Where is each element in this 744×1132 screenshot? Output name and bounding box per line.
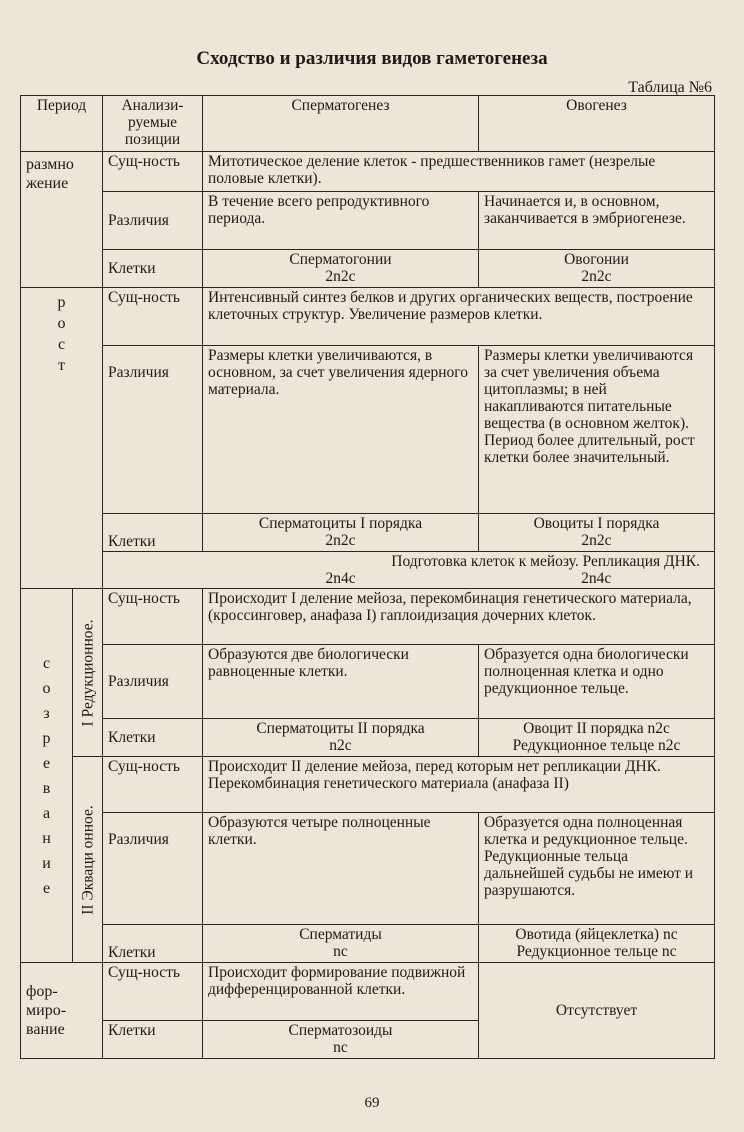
header-positions: Анализи-руемые позиции [103, 96, 203, 152]
cell-name: Редукционное тельце n2c [512, 737, 681, 754]
prep-cell [103, 552, 715, 589]
period-reproduction: размно жение [21, 152, 103, 288]
prep-oo-formula: 2n4c [581, 570, 612, 587]
header-spermatogenesis: Сперматогенез [203, 96, 479, 152]
cell-name: Сперматозоиды [288, 1022, 393, 1039]
period-growth [21, 288, 103, 589]
cell-formula: 2n2c [325, 532, 356, 549]
cell-formula: n2c [329, 737, 352, 754]
cells-oo [479, 925, 715, 963]
table-label: Таблица №6 [628, 79, 712, 96]
position-label: Различия [103, 346, 203, 514]
header-row [21, 96, 715, 152]
cell-name: Сперматогонии [289, 251, 392, 268]
reduction-cells-row [21, 719, 715, 757]
cell-formula: 2n2c [581, 268, 612, 285]
position-label: Клетки [103, 250, 203, 288]
prep-formulas [103, 570, 714, 587]
cell-name: Овоциты I порядка [533, 515, 660, 532]
formation-essence-row [21, 963, 715, 1021]
position-label: Клетки [103, 1021, 203, 1059]
cells-sperm [203, 1021, 479, 1059]
period-letter: н [42, 829, 51, 847]
position-label: Различия [103, 813, 203, 925]
equation-division-cell [73, 757, 103, 963]
prep-text-span: Подготовка клеток к мейозу. Репликация ДНК. [391, 553, 700, 570]
cell-formula: 2n2c [581, 532, 612, 549]
diff-sperm-text: Размеры клетки увеличиваются, в основном, за счет увеличения ядерного материала. [203, 346, 479, 514]
cells-oo [479, 250, 715, 288]
period-letter: е [42, 754, 51, 772]
cells-oo [479, 719, 715, 757]
page-title: Сходство и различия видов гаметогенеза [196, 48, 548, 69]
position-label: Клетки [103, 925, 203, 963]
position-label: Сущ-ность [103, 288, 203, 346]
cell-formula: 2n2c [325, 268, 356, 285]
position-label: Клетки [103, 719, 203, 757]
equation-cells-row [21, 925, 715, 963]
equation-essence-row [21, 757, 715, 813]
reduction-division-label: I Редукционное. [79, 619, 96, 726]
period-letter: з [43, 704, 50, 722]
essence-text: Митотическое деление клеток - предшественников гамет (незрелые половые клетки). [203, 152, 715, 192]
period-letter: в [42, 779, 51, 797]
growth-essence-row [21, 288, 715, 346]
prep-sperm-formula: 2n4c [325, 570, 356, 587]
cell-name: Овоцит II порядка n2c [523, 720, 670, 737]
position-label: Сущ-ность [103, 152, 203, 192]
cell-name: Редукционное тельце nc [516, 943, 677, 960]
cell-name: Овотида (яйцеклетка) nc [515, 926, 678, 943]
period-letter: т [58, 357, 65, 374]
gametogenesis-table [20, 95, 715, 1059]
period-letter: о [57, 315, 66, 332]
essence-text: Интенсивный синтез белков и других органических веществ, построение клеточных структур. Увеличение размеров клетки. [203, 288, 715, 346]
period-letter: с [57, 336, 66, 353]
essence-text: Происходит формирование подвижной дифференцированной клетки. [203, 963, 479, 1021]
essence-text: Происходит II деление мейоза, перед которым нет репликации ДНК. Перекомбинация генетического материала (анафаза II) [203, 757, 715, 813]
cell-formula: nc [333, 943, 348, 960]
diff-oo-text: Размеры клетки увеличиваются за счет увеличения объема цитоплазмы; в ней накапливаются питательные вещества (в основном желток). Период более длительный, рост клетки более значительный. [479, 346, 715, 514]
growth-cells-row [21, 514, 715, 552]
period-maturation [21, 589, 73, 963]
diff-sperm-text: В течение всего репродуктивного периода. [203, 192, 479, 250]
period-letter: е [42, 879, 51, 897]
period-letter: р [42, 729, 51, 747]
cell-formula: nc [333, 1039, 348, 1056]
diff-oo-text: Образуется одна полноценная клетка и редукционное тельце. Редукционные тельца дальнейшей судьбы не имеют и разрушаются. [479, 813, 715, 925]
page-number: 69 [364, 1095, 380, 1111]
period-letter: о [42, 679, 51, 697]
period-letter: а [42, 804, 51, 822]
diff-sperm-text: Образуются четыре полноценные клетки. [203, 813, 479, 925]
position-label: Клетки [103, 514, 203, 552]
growth-prep-row [21, 552, 715, 589]
period-letter: р [57, 294, 66, 311]
header-period: Период [21, 96, 103, 152]
reproduction-essence-row [21, 152, 715, 192]
growth-diff-row [21, 346, 715, 514]
header-oogenesis: Овогенез [479, 96, 715, 152]
position-label: Различия [103, 645, 203, 719]
cell-name: Сперматоциты II порядка [256, 720, 425, 737]
reproduction-cells-row [21, 250, 715, 288]
formation-absent: Отсутствует [479, 963, 715, 1059]
cells-sperm [203, 719, 479, 757]
reduction-division-cell [73, 589, 103, 757]
reproduction-diff-row [21, 192, 715, 250]
period-letter: и [42, 854, 51, 872]
cells-sperm [203, 925, 479, 963]
diff-oo-text: Образуется одна биологически полноценная клетка и одно редукционное тельце. [479, 645, 715, 719]
reduction-diff-row [21, 645, 715, 719]
equation-diff-row [21, 813, 715, 925]
cell-name: Сперматиды [299, 926, 382, 943]
cells-sperm [203, 514, 479, 552]
prep-text [103, 553, 714, 570]
essence-text: Происходит I деление мейоза, перекомбинация генетического материала, (кроссинговер, анафаза I) гаплоидизация дочерних клеток. [203, 589, 715, 645]
equation-division-label: II Экваци онное. [79, 804, 96, 915]
cells-sperm [203, 250, 479, 288]
position-label: Сущ-ность [103, 757, 203, 813]
cell-name: Сперматоциты I порядка [258, 515, 423, 532]
position-label: Сущ-ность [103, 589, 203, 645]
diff-sperm-text: Образуются две биологически равноценные клетки. [203, 645, 479, 719]
position-label: Сущ-ность [103, 963, 203, 1021]
diff-oo-text: Начинается и, в основном, заканчивается в эмбриогенезе. [479, 192, 715, 250]
reduction-essence-row [21, 589, 715, 645]
period-formation: фор-миро-вание [21, 963, 103, 1059]
cells-oo [479, 514, 715, 552]
position-label: Различия [103, 192, 203, 250]
cell-name: Овогонии [564, 251, 629, 268]
period-letter: с [42, 654, 51, 672]
